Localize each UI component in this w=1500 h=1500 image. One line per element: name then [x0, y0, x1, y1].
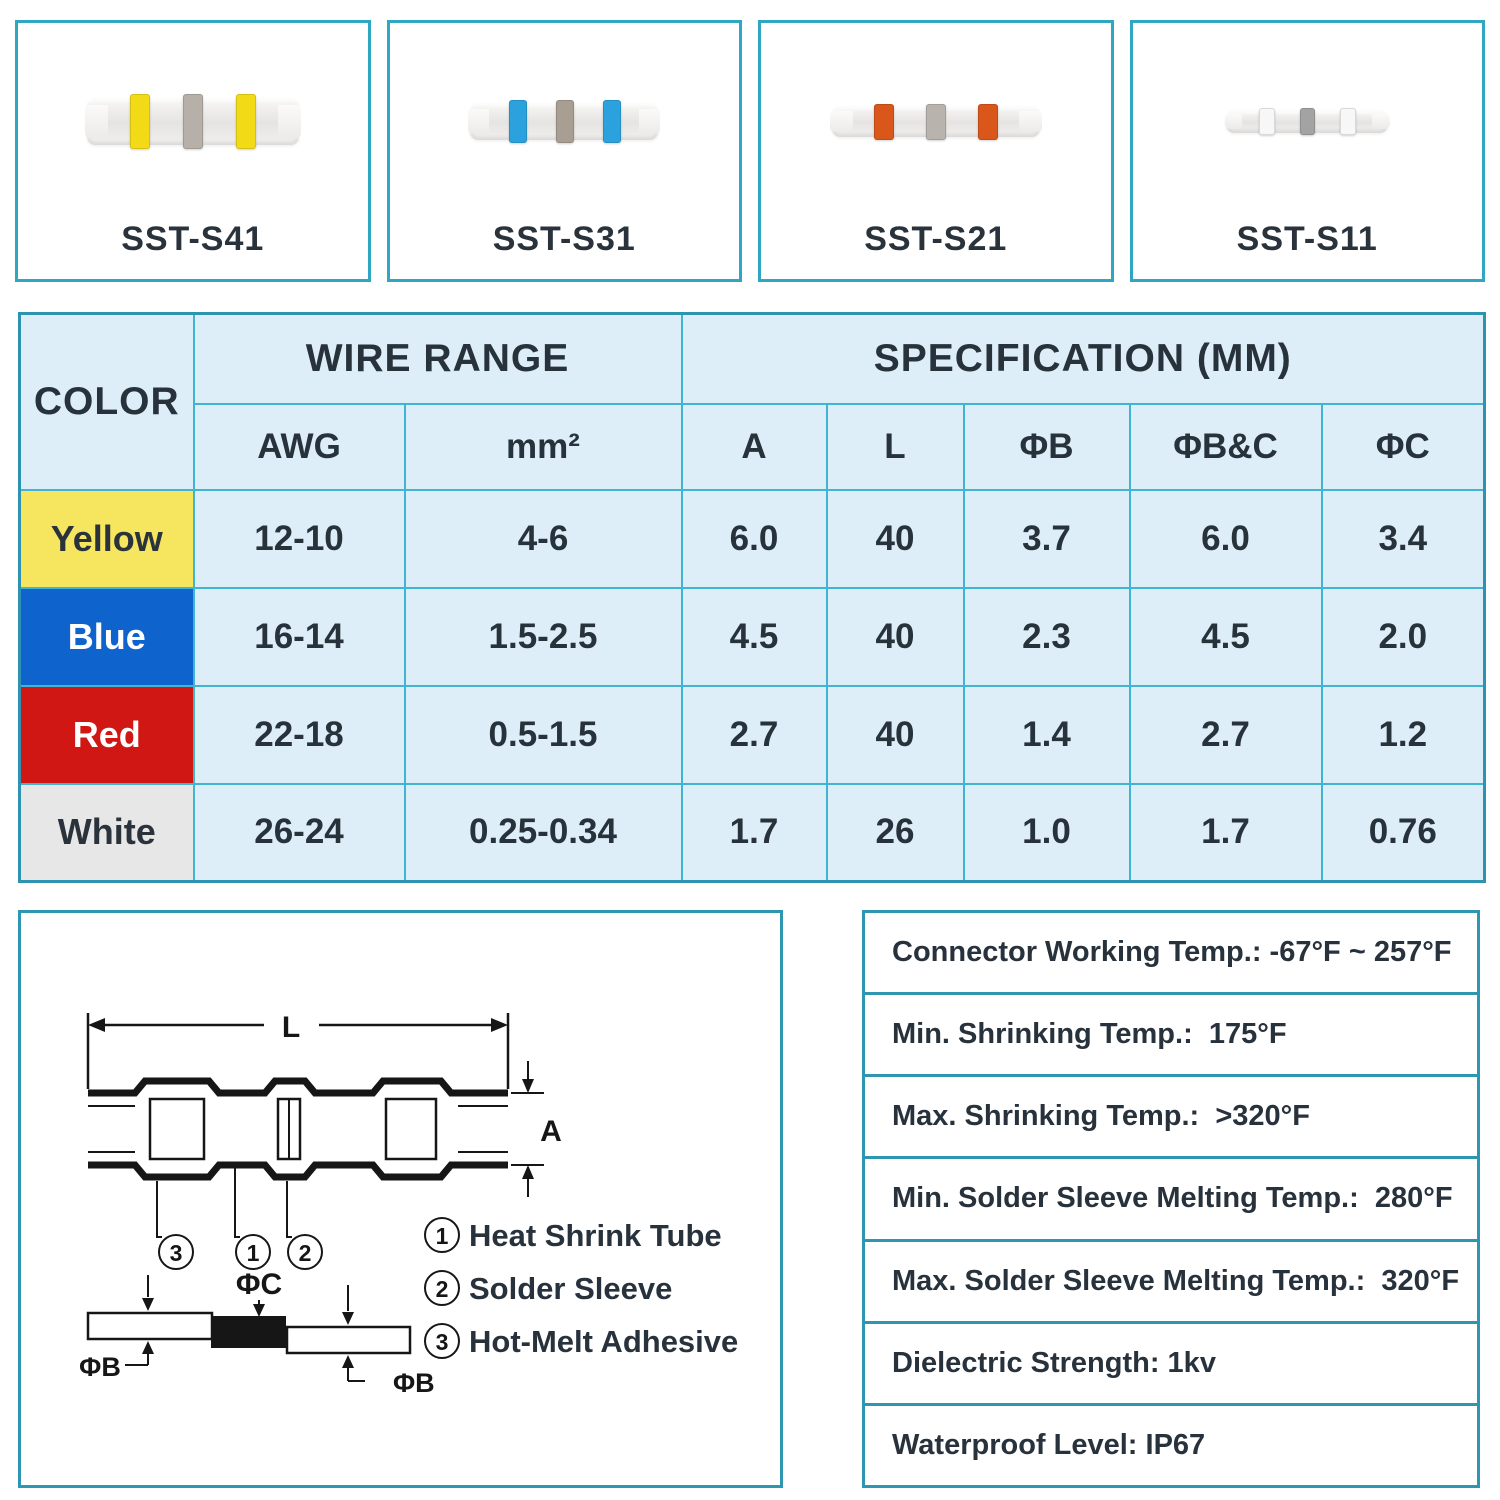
color-swatch-cell: Yellow: [20, 490, 194, 588]
product-model-label: SST-S41: [121, 220, 265, 258]
property-text: Min. Solder Sleeve Melting Temp.: 280°F: [892, 1182, 1453, 1215]
spec-cell: 1.4: [964, 686, 1130, 784]
tube-end-left: [830, 111, 853, 133]
wire-left: [88, 1313, 212, 1339]
table-row: [20, 784, 1485, 882]
connector-image: [470, 104, 658, 140]
sub-header-a: A: [682, 404, 827, 490]
spec-cell: 3.4: [1322, 490, 1485, 588]
color-band-left: [874, 104, 894, 140]
connector-image: [832, 107, 1040, 137]
sub-header-phi-b: ΦB: [964, 404, 1130, 490]
tube-end-left: [85, 105, 108, 138]
product-card-row: [15, 20, 1485, 282]
spec-cell: 4.5: [1130, 588, 1322, 686]
table-row: [20, 490, 1485, 588]
color-band-left: [509, 100, 527, 143]
product-model-label: SST-S31: [492, 220, 636, 258]
legend-label-heat-shrink-tube: Heat Shrink Tube: [469, 1218, 722, 1253]
connector-image: [87, 99, 299, 145]
color-band-right: [236, 94, 256, 149]
diagram-legend: [425, 1218, 738, 1359]
spec-cell: 1.7: [682, 784, 827, 882]
spec-cell: 40: [827, 490, 964, 588]
connector-photo: [761, 23, 1111, 220]
sub-header-phi-c: ΦC: [1322, 404, 1485, 490]
tube-end-right: [1019, 111, 1042, 133]
product-card: [1130, 20, 1486, 282]
property-row: [865, 1324, 1477, 1406]
spec-cell: 26: [827, 784, 964, 882]
product-model-label: SST-S11: [1236, 220, 1378, 258]
dimension-a: [511, 1061, 544, 1197]
property-text: Max. Solder Sleeve Melting Temp.: 320°F: [892, 1264, 1460, 1297]
spec-table: [18, 312, 1486, 883]
spec-cell: 6.0: [682, 490, 827, 588]
property-text: Max. Shrinking Temp.: >320°F: [892, 1100, 1310, 1133]
legend-label-hot-melt-adhesive: Hot-Melt Adhesive: [469, 1324, 739, 1359]
hot-melt-ring-left: [150, 1099, 204, 1159]
tube-end-right: [1372, 114, 1390, 130]
connector-photo: [1133, 23, 1483, 220]
dimension-phi-b-left-label: ΦB: [79, 1352, 121, 1382]
callout-number-solder: 2: [298, 1240, 312, 1266]
solder-band: [556, 100, 574, 143]
color-swatch-cell: Red: [20, 686, 194, 784]
legend-label-solder-sleeve: Solder Sleeve: [469, 1271, 673, 1306]
color-swatch-cell: Blue: [20, 588, 194, 686]
tube-end-right: [639, 109, 660, 135]
spec-cell: 2.7: [682, 686, 827, 784]
solder-joint-black: [212, 1317, 285, 1347]
product-card: [15, 20, 371, 282]
solder-band: [1300, 108, 1315, 134]
table-row: [20, 686, 1485, 784]
spec-cell: 4.5: [682, 588, 827, 686]
solder-band: [183, 94, 203, 149]
spec-cell: 0.25-0.34: [405, 784, 682, 882]
spec-cell: 1.2: [1322, 686, 1485, 784]
spec-cell: 1.0: [964, 784, 1130, 882]
spec-cell: 2.0: [1322, 588, 1485, 686]
spec-cell: 2.7: [1130, 686, 1322, 784]
property-text: Min. Shrinking Temp.: 175°F: [892, 1018, 1287, 1051]
property-text: Connector Working Temp.: -67°F ~ 257°F: [892, 936, 1452, 969]
dimension-l-label: L: [281, 1011, 301, 1044]
callout-number-hot-melt: 3: [169, 1240, 183, 1266]
tube-end-right: [278, 105, 301, 138]
spec-cell: 40: [827, 588, 964, 686]
property-row: [865, 1242, 1477, 1324]
technical-diagram-panel: [18, 910, 783, 1488]
spec-cell: 4-6: [405, 490, 682, 588]
legend-number-3: 3: [435, 1329, 449, 1355]
connector-photo: [18, 23, 368, 220]
spec-cell: 12-10: [194, 490, 405, 588]
color-band-left: [1259, 108, 1274, 134]
property-text: Waterproof Level: IP67: [892, 1428, 1206, 1461]
property-row: [865, 1077, 1477, 1159]
property-row: [865, 1159, 1477, 1241]
wire-right: [287, 1327, 410, 1353]
property-row: [865, 913, 1477, 995]
product-card: [758, 20, 1114, 282]
dimension-a-label: A: [540, 1115, 562, 1148]
product-model-label: SST-S21: [864, 220, 1008, 258]
spec-cell: 1.7: [1130, 784, 1322, 882]
spec-cell: 2.3: [964, 588, 1130, 686]
dimension-phi-c-label: ΦC: [235, 1268, 283, 1301]
sub-header-phi-bc: ΦB&C: [1130, 404, 1322, 490]
table-row: [20, 588, 1485, 686]
legend-number-2: 2: [435, 1276, 449, 1302]
callout-number-heat-shrink: 1: [246, 1240, 260, 1266]
spec-cell: 3.7: [964, 490, 1130, 588]
legend-number-1: 1: [435, 1223, 449, 1249]
hot-melt-ring-right: [386, 1099, 436, 1159]
property-text: Dielectric Strength: 1kv: [892, 1346, 1216, 1379]
connector-dimension-diagram: [21, 913, 780, 1485]
color-band-right: [603, 100, 621, 143]
tube-end-left: [468, 109, 489, 135]
color-band-right: [978, 104, 998, 140]
group-header-wire-range: WIRE RANGE: [194, 314, 682, 404]
spec-cell: 0.5-1.5: [405, 686, 682, 784]
color-band-left: [130, 94, 150, 149]
spec-cell: 1.5-2.5: [405, 588, 682, 686]
connector-photo: [390, 23, 740, 220]
sub-header-l: L: [827, 404, 964, 490]
sub-header-mm2: mm²: [405, 404, 682, 490]
properties-table: [862, 910, 1480, 1488]
property-row: [865, 995, 1477, 1077]
color-band-right: [1340, 108, 1355, 134]
product-card: [387, 20, 743, 282]
spec-cell: 40: [827, 686, 964, 784]
spec-cell: 16-14: [194, 588, 405, 686]
solder-band: [926, 104, 946, 140]
spec-cell: 22-18: [194, 686, 405, 784]
property-row: [865, 1406, 1477, 1485]
sub-header-awg: AWG: [194, 404, 405, 490]
spec-cell: 0.76: [1322, 784, 1485, 882]
color-swatch-cell: White: [20, 784, 194, 882]
tube-end-left: [1225, 114, 1243, 130]
tube-inner-details: [88, 1099, 508, 1159]
group-header-specification: SPECIFICATION (MM): [682, 314, 1485, 404]
col-header-color: COLOR: [20, 314, 194, 490]
spec-cell: 26-24: [194, 784, 405, 882]
spec-cell: 6.0: [1130, 490, 1322, 588]
dimension-phi-b-right-label: ΦB: [393, 1368, 435, 1398]
connector-image: [1226, 111, 1388, 133]
